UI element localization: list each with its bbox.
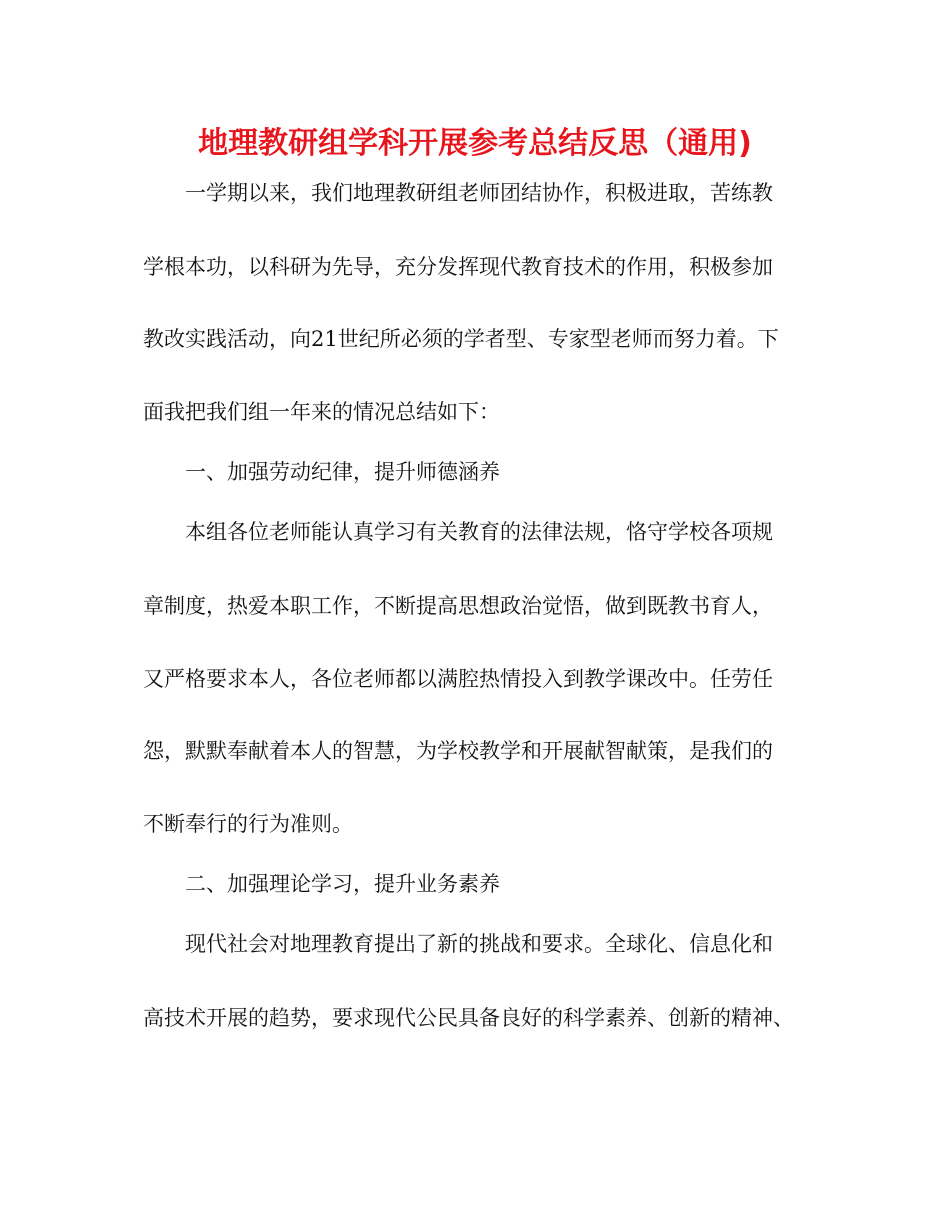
paragraph-line: 高技术开展的趋势，要求现代公民具备良好的科学素养、创新的精神、 [143, 1006, 794, 1030]
paragraph-line: 学根本功，以科研为先导，充分发挥现代教育技术的作用，积极参加 [143, 255, 773, 279]
paragraph-line: 章制度，热爱本职工作，不断提高思想政治觉悟，做到既教书育人， [143, 594, 773, 618]
paragraph-line: 现代社会对地理教育提出了新的挑战和要求。全球化、信息化和 [185, 932, 773, 956]
paragraph-line: 一学期以来，我们地理教研组老师团结协作，积极进取，苦练教 [185, 181, 773, 205]
section-heading: 一、加强劳动纪律，提升师德涵养 [185, 460, 500, 484]
paragraph-line: 面我把我们组一年来的情况总结如下： [143, 400, 500, 424]
section-heading: 二、加强理论学习，提升业务素养 [185, 872, 500, 896]
document-title: 地理教研组学科开展参考总结反思（通用) [198, 126, 752, 161]
paragraph-line: 本组各位老师能认真学习有关教育的法律法规，恪守学校各项规 [185, 520, 773, 544]
paragraph-line: 教改实践活动，向21世纪所必须的学者型、专家型老师而努力着。下 [143, 327, 779, 351]
paragraph-line: 又严格要求本人，各位老师都以满腔热情投入到教学课改中。任劳任 [143, 667, 773, 691]
paragraph-line: 怨，默默奉献着本人的智慧，为学校教学和开展献智献策，是我们的 [143, 739, 773, 763]
paragraph-line: 不断奉行的行为准则。 [143, 812, 353, 836]
